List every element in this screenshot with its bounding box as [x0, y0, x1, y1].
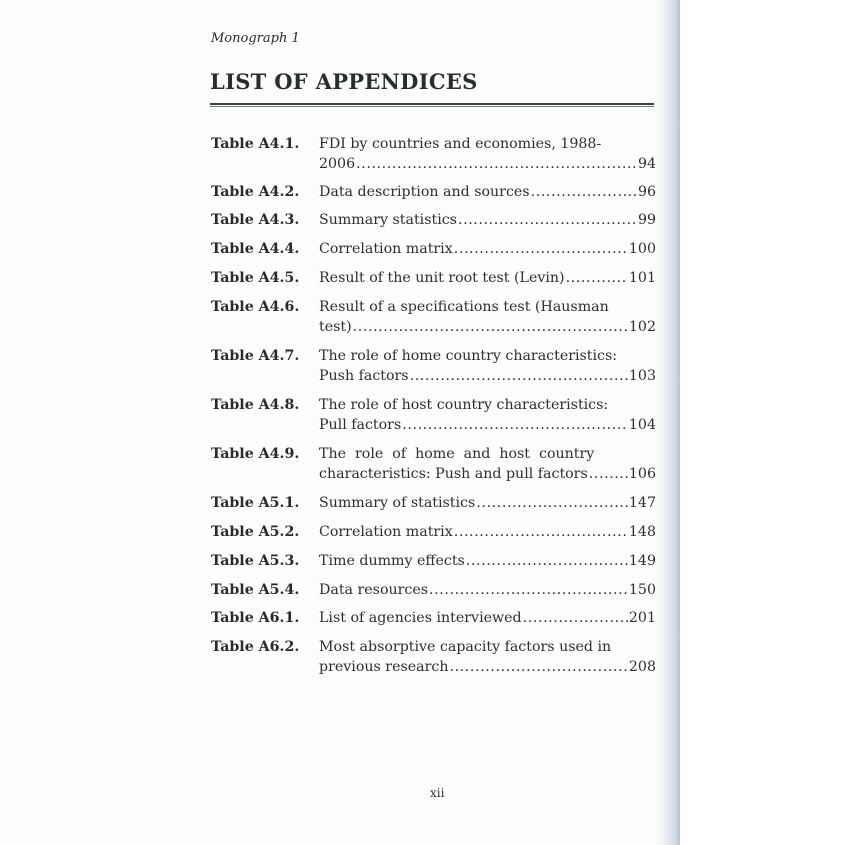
appendix-entry — [211, 444, 656, 484]
entry-page-number: 102 — [628, 319, 656, 335]
entry-title-line: FDI by countries and economies, 1988- — [319, 136, 602, 152]
entry-body — [319, 608, 656, 628]
entry-title: Summary statistics — [319, 212, 457, 228]
entry-body — [319, 297, 656, 337]
entry-label: Table A6.1. — [211, 610, 300, 626]
entry-label: Table A4.4. — [211, 241, 300, 257]
appendix-entry — [211, 493, 656, 513]
dot-leader — [402, 415, 628, 435]
appendix-entry — [211, 297, 656, 337]
entry-page-number: 100 — [628, 241, 656, 257]
entry-leader-line — [319, 580, 656, 600]
dot-leader — [589, 464, 628, 484]
dot-leader — [466, 551, 628, 571]
entry-leader-line — [319, 522, 656, 542]
page-title: LIST OF APPENDICES — [210, 69, 478, 94]
entry-page-number: 99 — [637, 212, 656, 228]
entry-label: Table A5.1. — [211, 495, 300, 511]
entry-title-line: The role of host country characteristics: — [319, 397, 609, 413]
entry-label: Table A4.2. — [211, 184, 300, 200]
entry-page-number: 103 — [628, 368, 656, 384]
entry-title: Correlation matrix — [319, 241, 453, 257]
entry-body — [319, 210, 656, 230]
page-number: xii — [430, 786, 445, 800]
entry-title: Data description and sources — [319, 184, 530, 200]
entry-title-line: The role of home country characteristics: — [319, 348, 618, 364]
dot-leader — [353, 317, 628, 337]
dot-leader — [429, 580, 628, 600]
entry-body — [319, 522, 656, 542]
entry-page-number: 201 — [628, 610, 656, 626]
entry-title: previous research — [319, 659, 449, 675]
appendix-list — [211, 134, 656, 677]
entry-label: Table A6.2. — [211, 639, 300, 655]
entry-title: characteristics: Push and pull factors — [319, 466, 588, 482]
entry-leader-line — [319, 268, 656, 288]
entry-page-number: 150 — [628, 582, 656, 598]
entry-title: Summary of statistics — [319, 495, 476, 511]
dot-leader — [566, 268, 628, 288]
entry-title: 2006 — [319, 156, 356, 172]
appendix-entry — [211, 268, 656, 288]
entry-title: List of agencies interviewed — [319, 610, 522, 626]
entry-leader-line — [319, 317, 656, 337]
entry-body — [319, 395, 656, 435]
appendix-entry — [211, 551, 656, 571]
appendix-entry — [211, 395, 656, 435]
appendix-entry — [211, 608, 656, 628]
entry-body — [319, 493, 656, 513]
appendix-entry — [211, 239, 656, 259]
entry-page-number: 104 — [628, 417, 656, 433]
dot-leader — [356, 154, 637, 174]
entry-label: Table A5.3. — [211, 553, 300, 569]
entry-title: Push factors — [319, 368, 409, 384]
entry-title: Time dummy effects — [319, 553, 465, 569]
entry-leader-line — [319, 464, 656, 484]
entry-leader-line — [319, 239, 656, 259]
entry-title: Pull factors — [319, 417, 402, 433]
entry-label: Table A4.8. — [211, 397, 300, 413]
dot-leader — [410, 366, 628, 386]
running-head: Monograph 1 — [211, 31, 300, 46]
entry-title: Data resources — [319, 582, 429, 598]
dot-leader — [449, 657, 627, 677]
entry-page-number: 148 — [628, 524, 656, 540]
entry-leader-line — [319, 366, 656, 386]
entry-body — [319, 444, 656, 484]
entry-label: Table A5.2. — [211, 524, 300, 540]
entry-leader-line — [319, 608, 656, 628]
entry-page-number: 96 — [637, 184, 656, 200]
entry-label: Table A4.5. — [211, 270, 300, 286]
entry-label: Table A4.6. — [211, 299, 300, 315]
entry-label: Table A4.1. — [211, 136, 300, 152]
entry-page-number: 106 — [628, 466, 656, 482]
entry-leader-line — [319, 210, 656, 230]
entry-title: test) — [319, 319, 352, 335]
entry-label: Table A4.9. — [211, 446, 300, 462]
page-gutter-shadow — [656, 0, 680, 845]
entry-leader-line — [319, 182, 656, 202]
entry-leader-line — [319, 154, 656, 174]
appendix-entry — [211, 210, 656, 230]
entry-title-line: Result of a specifications test (Hausman — [319, 299, 609, 315]
entry-title-line: Most absorptive capacity factors used in — [319, 639, 612, 655]
dot-leader — [523, 608, 628, 628]
appendix-entry — [211, 346, 656, 386]
entry-body — [319, 580, 656, 600]
dot-leader — [454, 522, 628, 542]
appendix-entry — [211, 522, 656, 542]
entry-leader-line — [319, 415, 656, 435]
entry-body — [319, 346, 656, 386]
entry-body — [319, 239, 656, 259]
entry-title: Result of the unit root test (Levin) — [319, 270, 565, 286]
entry-body — [319, 268, 656, 288]
entry-label: Table A5.4. — [211, 582, 300, 598]
entry-page-number: 101 — [628, 270, 656, 286]
entry-label: Table A4.3. — [211, 212, 300, 228]
entry-label: Table A4.7. — [211, 348, 300, 364]
entry-body — [319, 182, 656, 202]
entry-body — [319, 551, 656, 571]
dot-leader — [454, 239, 628, 259]
entry-page-number: 149 — [628, 553, 656, 569]
dot-leader — [458, 210, 637, 230]
entry-body — [319, 637, 656, 677]
appendix-entry — [211, 637, 656, 677]
entry-leader-line — [319, 551, 656, 571]
entry-title: Correlation matrix — [319, 524, 453, 540]
appendix-entry — [211, 134, 656, 174]
entry-page-number: 147 — [628, 495, 656, 511]
dot-leader — [476, 493, 628, 513]
dot-leader — [531, 182, 637, 202]
entry-body — [319, 134, 656, 174]
entry-page-number: 94 — [637, 156, 656, 172]
entry-page-number: 208 — [628, 659, 656, 675]
appendix-entry — [211, 182, 656, 202]
entry-leader-line — [319, 657, 656, 677]
title-rule — [210, 103, 654, 107]
entry-title-line: The role of home and host country — [319, 446, 595, 462]
entry-leader-line — [319, 493, 656, 513]
appendix-entry — [211, 580, 656, 600]
